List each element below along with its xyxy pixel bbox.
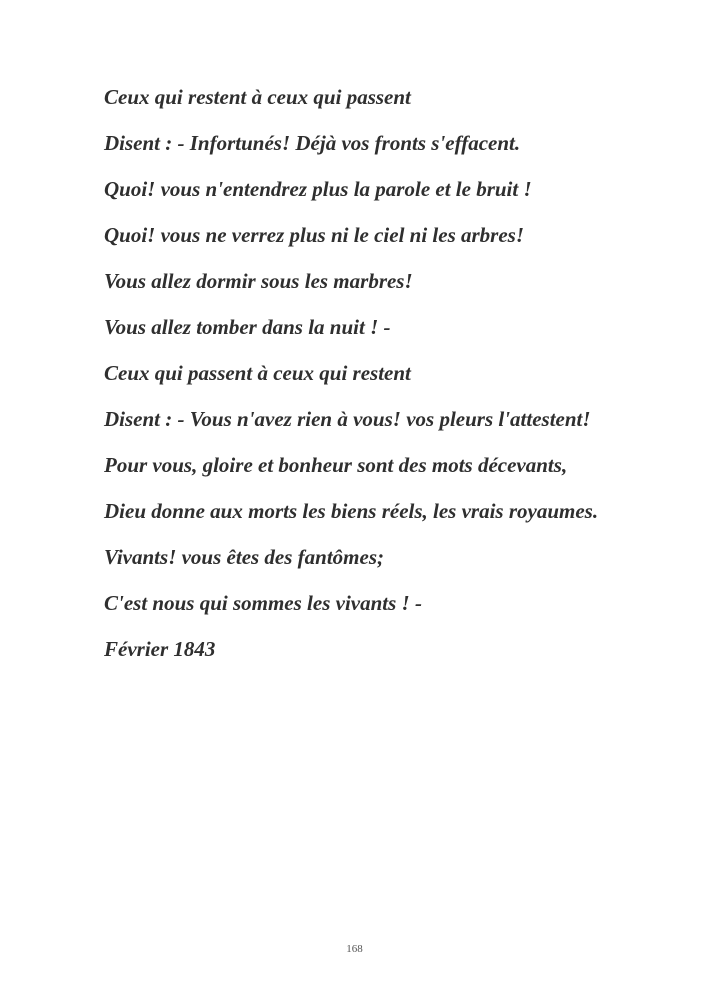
poem-line: Quoi! vous ne verrez plus ni le ciel ni les arbres! bbox=[104, 223, 525, 247]
poem-line: Ceux qui restent à ceux qui passent bbox=[104, 85, 411, 109]
poem-line: Pour vous, gloire et bonheur sont des mots décevants, bbox=[104, 453, 568, 477]
poem-date: Février 1843 bbox=[104, 637, 216, 661]
poem-line: C'est nous qui sommes les vivants ! - bbox=[104, 591, 422, 615]
poem-line: Disent : - Vous n'avez rien à vous! vos pleurs l'attestent! bbox=[104, 407, 591, 431]
poem-line: Dieu donne aux morts les biens réels, les vrais royaumes. bbox=[104, 499, 599, 523]
poem-line: Disent : - Infortunés! Déjà vos fronts s'effacent. bbox=[104, 131, 521, 155]
poem-text bbox=[104, 84, 605, 682]
poem-line: Vous allez tomber dans la nuit ! - bbox=[104, 315, 391, 339]
poem-line: Quoi! vous n'entendrez plus la parole et le bruit ! bbox=[104, 177, 532, 201]
page-number: 168 bbox=[346, 943, 363, 955]
poem-line: Ceux qui passent à ceux qui restent bbox=[104, 361, 411, 385]
poem-line: Vivants! vous êtes des fantômes; bbox=[104, 545, 385, 569]
poem-line: Vous allez dormir sous les marbres! bbox=[104, 269, 413, 293]
